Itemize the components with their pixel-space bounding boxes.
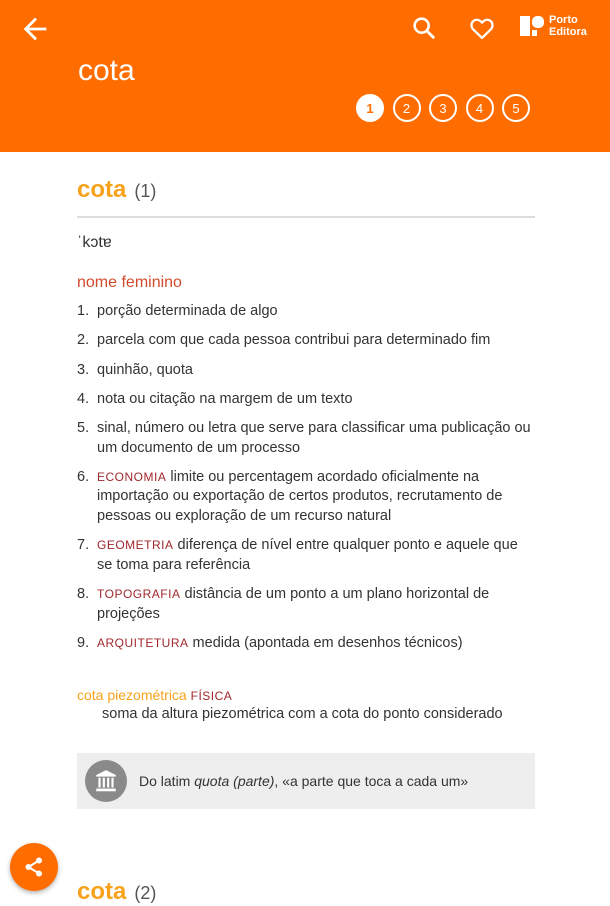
etymology-box (77, 753, 535, 809)
sense-body (97, 634, 535, 654)
app-header (0, 0, 610, 152)
entry-heading-2 (77, 878, 156, 906)
sense-item (77, 634, 535, 654)
sense-number: 2. (77, 332, 90, 349)
domain-label[interactable]: ECONOMIA (97, 469, 167, 484)
share-icon (22, 855, 46, 879)
porto-editora-logo (519, 14, 599, 42)
sense-item (77, 536, 535, 575)
favorite-heart-icon[interactable] (468, 14, 496, 42)
senses-list (77, 302, 535, 653)
sense-text: distância de um ponto a um plano horizontal de projeções (97, 586, 490, 622)
sense-item (77, 468, 535, 527)
etymology-prefix: Do latim (139, 772, 195, 789)
homograph-number: (1) (134, 181, 157, 201)
phrase-domain-label[interactable]: FÍSICA (190, 689, 233, 704)
dictionary-entry (77, 176, 535, 809)
page-indicator-5[interactable]: 5 (502, 94, 530, 122)
etymology-text (139, 773, 468, 789)
logo-line-1: Porto (549, 14, 578, 26)
sense-number: 4. (77, 390, 90, 407)
sense-body (97, 585, 535, 624)
etymology-icon (85, 760, 127, 802)
sense-body (97, 536, 535, 575)
share-button[interactable] (10, 843, 58, 891)
temple-columns-icon (93, 768, 119, 794)
sense-text: porção determinada de algo (97, 303, 278, 319)
domain-label[interactable]: GEOMETRIA (97, 538, 174, 553)
sense-number: 1. (77, 303, 90, 319)
entry-heading (77, 176, 535, 204)
sense-body (97, 468, 535, 527)
back-arrow-icon[interactable] (18, 12, 52, 46)
domain-label[interactable]: ARQUITETURA (97, 635, 189, 650)
sense-number: 5. (77, 420, 90, 437)
sense-text: medida (apontada em desenhos técnicos) (192, 634, 463, 651)
sense-text: quinhão, quota (97, 361, 193, 378)
sense-item (77, 419, 535, 458)
etymology-source: quota (parte) (194, 772, 275, 789)
phrase-heading (77, 687, 535, 703)
sense-text: sinal, número ou letra que serve para classificar uma publicação ou um documento de um processo (97, 420, 531, 456)
logo-text (549, 14, 587, 38)
porto-editora-logo-mark-icon (519, 14, 547, 40)
sense-item (77, 302, 535, 322)
sense-text: diferença de nível entre qualquer ponto e aquele que se toma para referência (97, 537, 518, 573)
headword-2: cota (77, 878, 127, 905)
sense-item (77, 331, 535, 351)
page-title: cota (78, 54, 135, 87)
page-indicator-4[interactable]: 4 (466, 94, 494, 122)
domain-label[interactable]: TOPOGRAFIA (97, 587, 181, 602)
divider (77, 216, 535, 218)
entry-pagination (356, 94, 539, 122)
sense-number: 6. (77, 468, 90, 485)
pronunciation: ˈkɔtɐ (77, 234, 112, 251)
phrase-definition: soma da altura piezométrica com a cota do ponto considerado (102, 706, 503, 723)
page-indicator-2[interactable]: 2 (393, 94, 421, 122)
sense-number: 3. (77, 361, 90, 378)
headword: cota (77, 176, 127, 203)
etymology-suffix: , «a parte que toca a cada um» (274, 772, 469, 789)
sense-text: parcela com que cada pessoa contribui para determinado fim (97, 332, 491, 349)
sense-number: 8. (77, 586, 90, 603)
phrase-term[interactable]: cota piezométrica (77, 687, 187, 704)
sense-item (77, 361, 535, 381)
sense-number: 9. (77, 634, 90, 651)
sense-number: 7. (77, 537, 90, 554)
part-of-speech: nome feminino (77, 274, 182, 291)
sense-text: nota ou citação na margem de um texto (97, 390, 353, 407)
logo-line-2: Editora (549, 26, 587, 38)
page-indicator-1[interactable]: 1 (356, 94, 384, 122)
page-indicator-3[interactable]: 3 (429, 94, 457, 122)
sense-text: limite ou percentagem acordado oficialmente na importação ou exportação de certos produtos, recrutamento de pessoas ou exploração de um recurso natural (97, 468, 503, 524)
homograph-number-2: (2) (134, 883, 157, 903)
sense-item (77, 585, 535, 624)
sense-item (77, 390, 535, 410)
search-icon[interactable] (410, 14, 438, 42)
